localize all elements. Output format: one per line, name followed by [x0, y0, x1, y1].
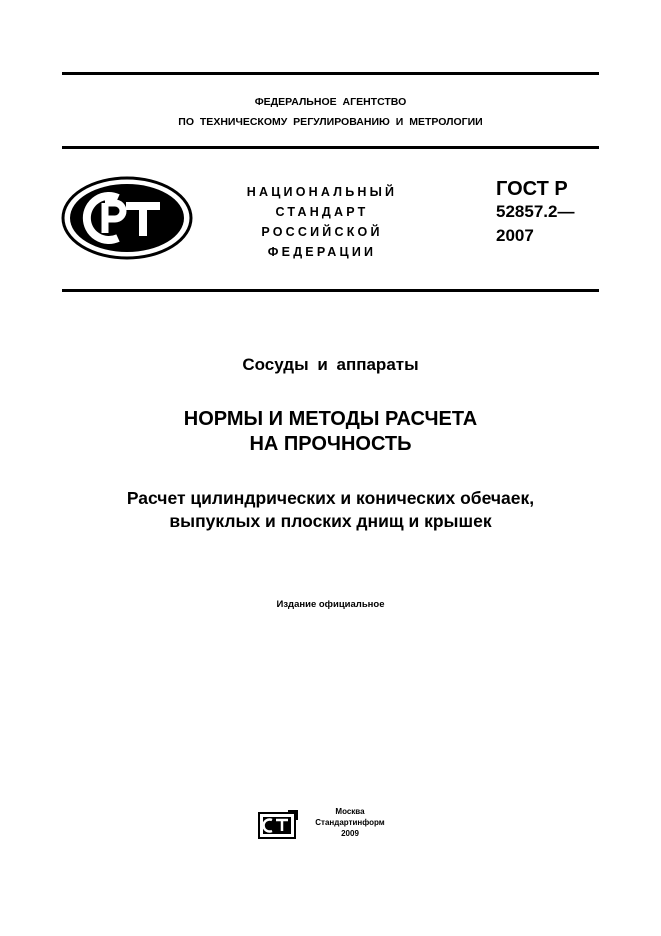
top-rule — [62, 72, 599, 75]
gost-year: 2007 — [496, 226, 534, 245]
agency-line-1: ФЕДЕРАЛЬНОЕ АГЕНТСТВО — [254, 96, 407, 108]
middle-rule — [62, 146, 599, 149]
publisher-city: Москва — [335, 807, 365, 816]
national-line-4: ФЕДЕРАЦИИ — [267, 245, 377, 259]
publisher-block — [300, 806, 400, 839]
subtitle-line-2: выпуклых и плоских днищ и крышек — [169, 511, 492, 531]
gost-label: ГОСТ Р — [496, 178, 568, 200]
subtitle-line-1: Расчет цилиндрических и конических обечаек, — [126, 488, 535, 508]
publisher-name: Стандартинформ — [315, 818, 385, 827]
agency-line-2: ПО ТЕХНИЧЕСКОМУ РЕГУЛИРОВАНИЮ И МЕТРОЛОГИИ — [178, 116, 483, 128]
national-standard-block — [212, 182, 432, 262]
gost-designation — [496, 178, 574, 248]
document-subtitle — [62, 487, 599, 533]
national-line-1: НАЦИОНАЛЬНЫЙ — [246, 185, 398, 199]
document-subject: Сосуды и аппараты — [242, 355, 419, 374]
bottom-rule — [62, 289, 599, 292]
publisher-year: 2009 — [341, 829, 359, 838]
rst-gost-logo-icon — [60, 176, 194, 260]
gost-number: 52857.2— — [496, 202, 575, 221]
agency-header — [62, 92, 599, 132]
national-line-2: СТАНДАРТ — [275, 205, 369, 219]
standartinform-logo-icon — [258, 810, 298, 840]
title-line-2: НА ПРОЧНОСТЬ — [249, 433, 412, 455]
title-line-1: НОРМЫ И МЕТОДЫ РАСЧЕТА — [183, 408, 478, 430]
edition-label: Издание официальное — [276, 599, 385, 610]
document-title — [62, 407, 599, 457]
national-line-3: РОССИЙСКОЙ — [261, 225, 383, 239]
